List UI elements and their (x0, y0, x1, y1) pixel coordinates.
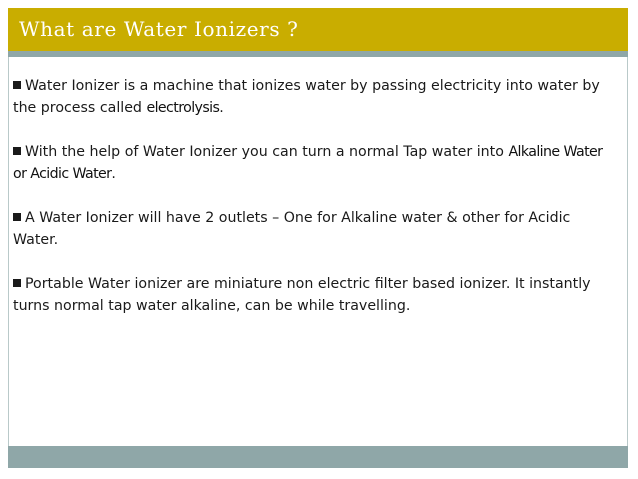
bullet-text: With the help of Water Ionizer you can turn a normal Tap water into (25, 144, 509, 160)
square-bullet-icon (13, 147, 21, 155)
footer-bar (8, 446, 628, 468)
square-bullet-icon (13, 81, 21, 89)
square-bullet-icon (13, 213, 21, 221)
bullet-text: A Water Ionizer will have 2 outlets – One for Alkaline water & other for Acidic Water. (13, 210, 571, 248)
bullet-emphasis: electrolysis (146, 100, 220, 116)
square-bullet-icon (13, 279, 21, 287)
slide-title: What are Water Ionizers ? (19, 17, 299, 41)
bullet-item (13, 141, 618, 185)
bullet-text: Portable Water ionizer are miniature non electric filter based ionizer. It instantly turns normal tap water alkaline, can be while travelling. (13, 276, 591, 314)
bullet-text-end: . (111, 166, 116, 182)
bullet-item (13, 273, 618, 317)
bullet-item (13, 75, 618, 119)
bullet-item (13, 207, 618, 251)
bullet-text: Water Ionizer is a machine that ionizes water by passing electricity into water by the process called (13, 78, 600, 116)
bullet-list (13, 75, 618, 339)
title-bar (8, 8, 628, 57)
bullet-text-end: . (219, 100, 224, 116)
bullet-emphasis: Alkaline Water or Acidic Water (13, 144, 603, 182)
